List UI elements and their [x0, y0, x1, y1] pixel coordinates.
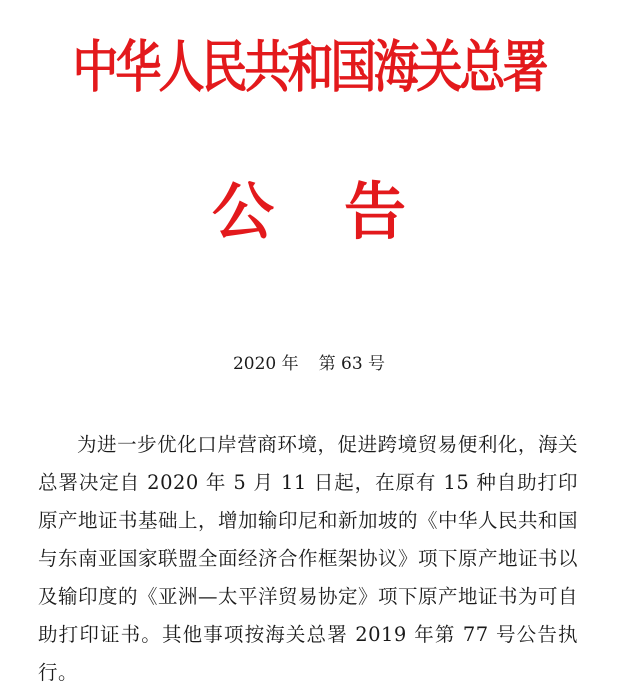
document-type-char-2: 告: [344, 175, 407, 248]
announcement-body-paragraph: 为进一步优化口岸营商环境，促进跨境贸易便利化，海关总署决定自 2020 年 5 月 11 日起，在原有 15 种自助打印原产地证书基础上，增加输印尼和新加坡的《中华人民共和国与东南亚国家联盟全面经济合作框架协议》项下原产地证书以及输印度的《亚洲—太平洋贸易协定》项下原产地证书为可自助打印证书。其他事项按海关总署 2019 年第 77 号公告执行。: [38, 433, 579, 684]
document-number: [0, 352, 618, 376]
document-type-heading: [0, 172, 618, 252]
agency-title: 中华人民共和国海关总署: [72, 34, 546, 100]
document-serial: 第 63 号: [318, 354, 386, 374]
document-year: 2020 年: [232, 354, 299, 374]
document-type-char-1: 公: [211, 175, 274, 248]
